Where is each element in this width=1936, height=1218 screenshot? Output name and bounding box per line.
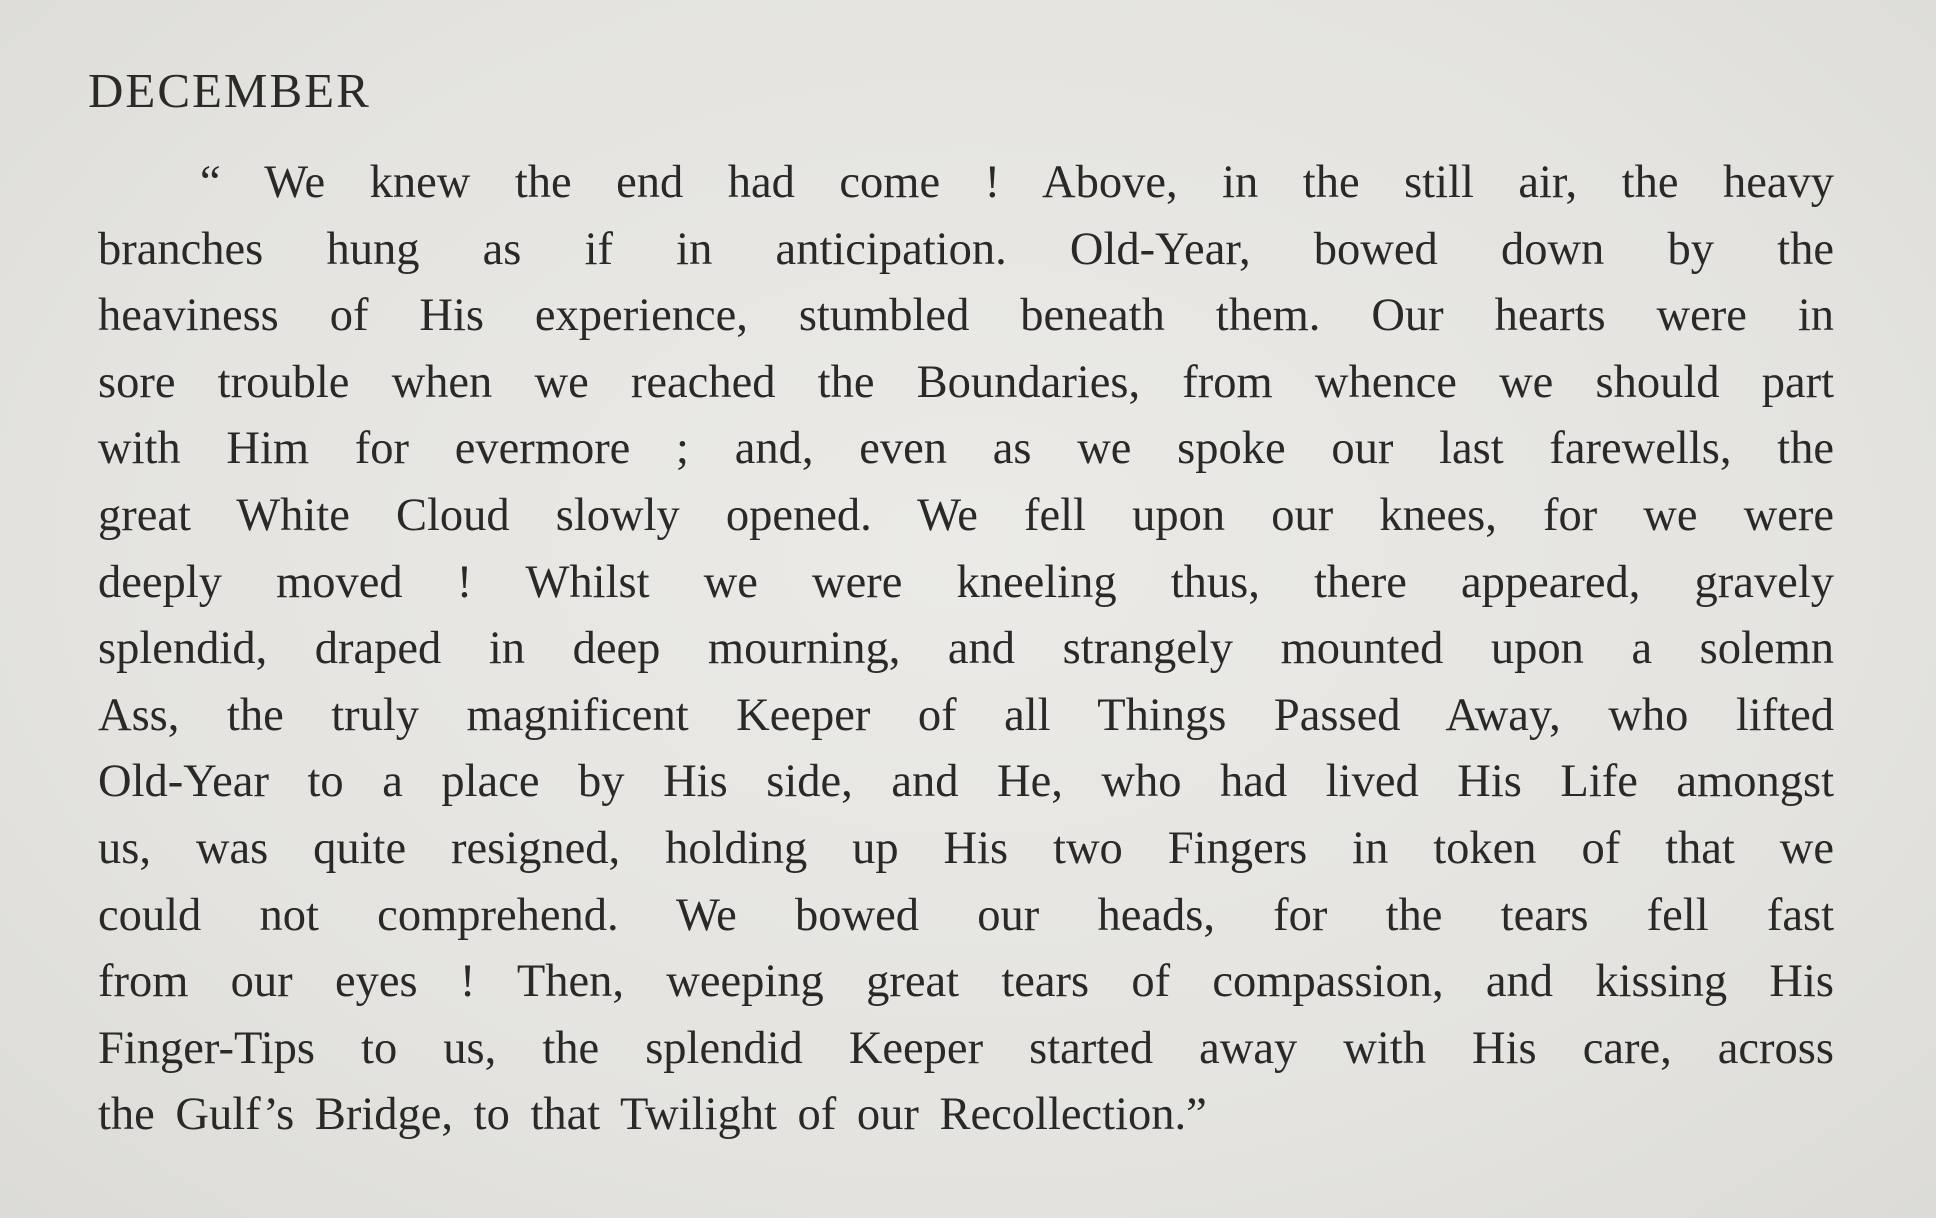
text-line: deeply moved ! Whilst we were kneeling thus, there appeared, gravely xyxy=(98,556,1834,608)
text-line: with Him for evermore ; and, even as we spoke our last farewells, the xyxy=(98,423,1834,475)
text-line: could not comprehend. We bowed our heads, for the tears fell fast xyxy=(98,889,1834,941)
text-line: great White Cloud slowly opened. We fell upon our knees, for we were xyxy=(98,489,1834,541)
text-line: from our eyes ! Then, weeping great tears of compassion, and kissing His xyxy=(98,956,1834,1008)
passage-text xyxy=(98,150,1834,1149)
text-line: Ass, the truly magnificent Keeper of all Things Passed Away, who lifted xyxy=(98,689,1834,741)
text-line: “ We knew the end had come ! Above, in the still air, the heavy xyxy=(200,157,1834,208)
text-line: branches hung as if in anticipation. Old-Year, bowed down by the xyxy=(98,223,1834,275)
text-line: Old-Year to a place by His side, and He, who had lived His Life amongst xyxy=(98,756,1834,808)
text-line: the Gulf’s Bridge, to that Twilight of our Recollection.” xyxy=(98,1089,1207,1141)
chapter-heading: DECEMBER xyxy=(88,63,371,118)
text-line: Finger-Tips to us, the splendid Keeper started away with His care, across xyxy=(98,1022,1834,1074)
text-line: splendid, draped in deep mourning, and strangely mounted upon a solemn xyxy=(98,623,1834,675)
text-line: sore trouble when we reached the Boundaries, from whence we should part xyxy=(98,356,1834,408)
text-line: us, was quite resigned, holding up His two Fingers in token of that we xyxy=(98,822,1834,874)
text-line: heaviness of His experience, stumbled beneath them. Our hearts were in xyxy=(98,290,1834,342)
